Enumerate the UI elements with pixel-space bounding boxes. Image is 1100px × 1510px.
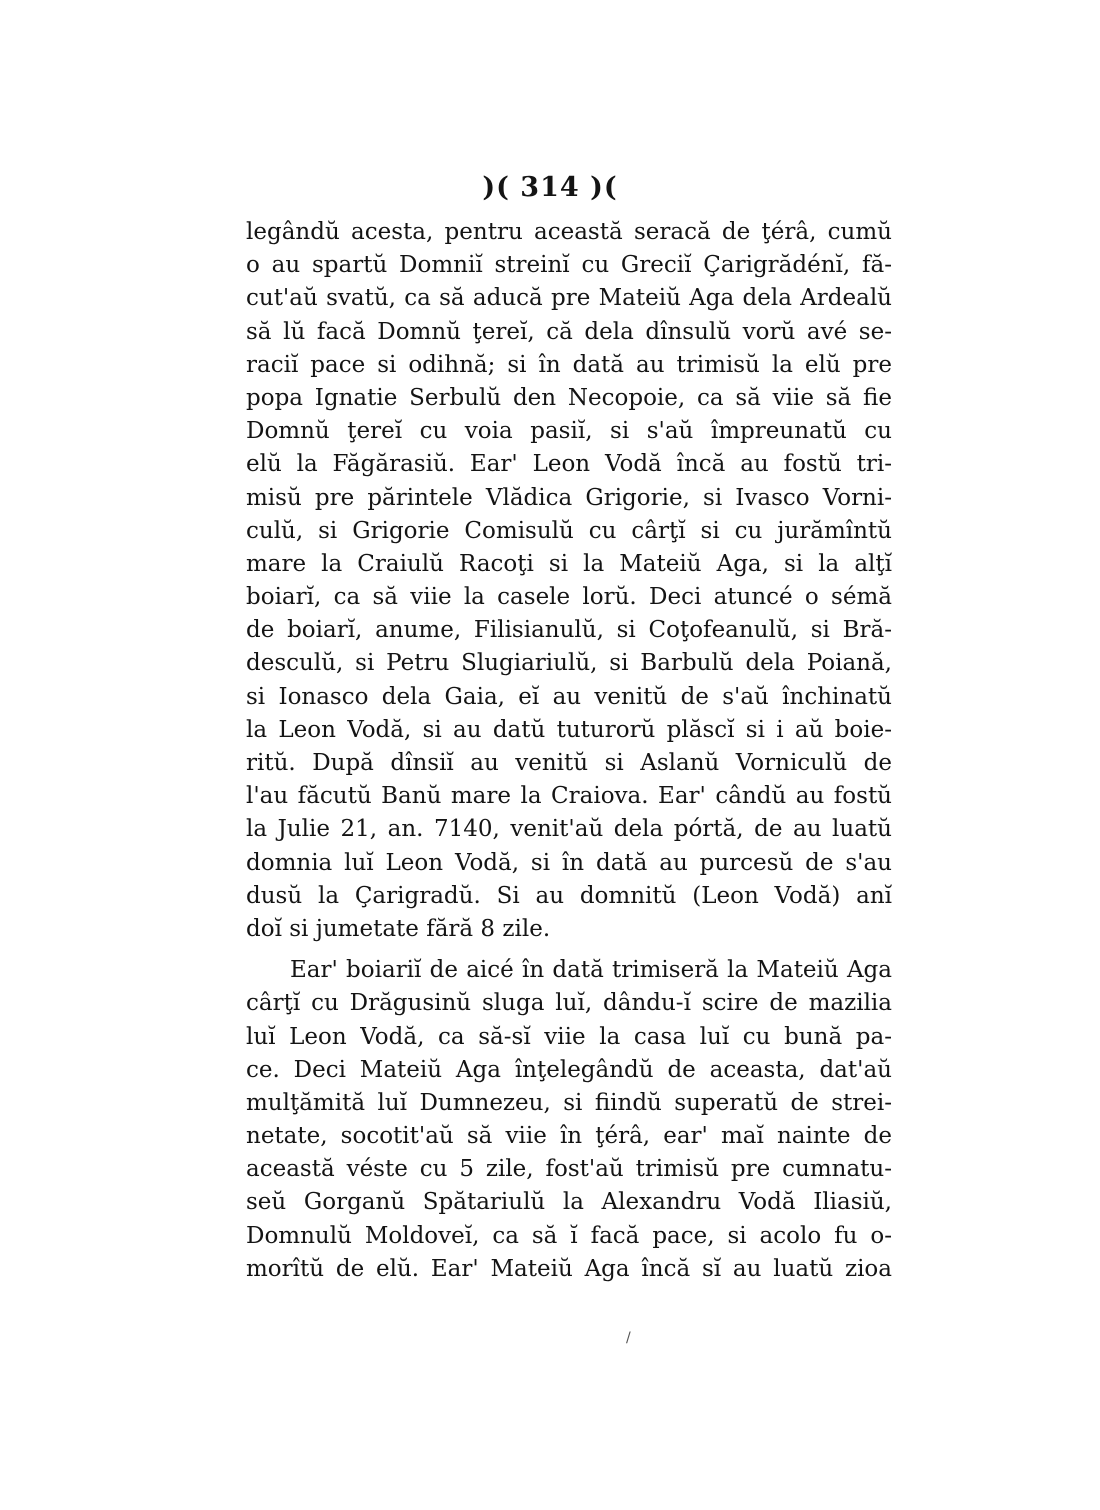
text-line: morîtŭ de elŭ. Ear' Mateiŭ Aga încă sĭ au luatŭ zioa (246, 1255, 892, 1282)
text-line: mulţămită luĭ Dumnezeu, si fiindŭ superatŭ de strei- (246, 1089, 892, 1116)
text-line: popa Ignatie Serbulŭ den Necopoie, ca să viie să fie (246, 384, 892, 411)
text-line: netate, socotit'aŭ să viie în ţérâ, ear' maĭ nainte de (246, 1123, 892, 1150)
text-line: ritŭ. După dînsiĭ au venitŭ si Aslanŭ Vorniculŭ de (246, 750, 892, 776)
text-line: la Julie 21, an. 7140, venit'aŭ dela pórtă, de au luatŭ (246, 816, 892, 843)
text-line: luĭ Leon Vodă, ca să-sĭ viie la casa luĭ cu bună pa- (246, 1023, 892, 1050)
text-line: raciĭ pace si odihnă; si în dată au trimisŭ la elŭ pre (246, 351, 892, 378)
text-line: Domnulŭ Moldoveĭ, ca să ĭ facă pace, si acolo fu o- (246, 1222, 892, 1249)
paragraph-1 (246, 216, 892, 946)
text-line: cârţĭ cu Drăgusinŭ sluga luĭ, dându-ĭ scire de mazilia (246, 990, 892, 1017)
text-line: domnia luĭ Leon Vodă, si în dată au purcesŭ de s'au (246, 849, 892, 876)
text-line: boiarĭ, ca să viie la casele lorŭ. Deci atuncé o sémă (246, 584, 892, 611)
page-number: )( 314 )( (482, 172, 618, 203)
text-line: culŭ, si Grigorie Comisulŭ cu cârţĭ si cu jurămîntŭ (246, 517, 892, 544)
text-line: la Leon Vodă, si au datŭ tuturorŭ plăscĭ si i aŭ boie- (246, 716, 892, 743)
text-line: desculŭ, si Petru Slugiariulŭ, si Barbulŭ dela Poiană, (246, 650, 892, 677)
text-line: elŭ la Făgărasiŭ. Ear' Leon Vodă încă au fostŭ tri- (246, 451, 892, 478)
text-line: Domnŭ ţereĭ cu voia pasiĭ, si s'aŭ împreunatŭ cu (246, 418, 892, 445)
paragraph-gap (246, 946, 892, 954)
text-line: doĭ si jumetate fără 8 zile. (246, 915, 551, 942)
text-line: misŭ pre părintele Vlădica Grigorie, si Ivasco Vorni- (246, 484, 892, 511)
text-line: de boiarĭ, anume, Filisianulŭ, si Coţofeanulŭ, si Bră- (246, 617, 892, 644)
text-line: această véste cu 5 zile, fost'aŭ trimisŭ pre cumnatu- (246, 1156, 892, 1183)
text-line: seŭ Gorganŭ Spătariulŭ la Alexandru Vodă Iliasiŭ, (246, 1189, 892, 1216)
text-line: legândŭ acesta, pentru această seracă de ţérâ, cumŭ (246, 219, 892, 245)
text-line: cut'aŭ svatŭ, ca să aducă pre Mateiŭ Aga dela Ardealŭ (246, 285, 892, 312)
text-body (246, 216, 892, 1286)
text-line: si Ionasco dela Gaia, eĭ au venitŭ de s'aŭ închinatŭ (246, 683, 892, 710)
text-line: Ear' boiariĭ de aicé în dată trimiseră la Mateiŭ Aga (290, 957, 892, 984)
text-line: să lŭ facă Domnŭ ţereĭ, că dela dînsulŭ vorŭ avé se- (246, 318, 892, 345)
text-line: dusŭ la Çarigradŭ. Si au domnitŭ (Leon Vodă) anĭ (246, 882, 892, 909)
text-line: mare la Craiulŭ Racoţi si la Mateiŭ Aga, si la alţĭ (246, 550, 892, 577)
text-line: o au spartŭ Domniĭ streinĭ cu Greciĭ Çarigrădénĭ, fă- (246, 252, 892, 279)
text-line: l'au făcutŭ Banŭ mare la Craiova. Ear' cândŭ au fostŭ (246, 783, 892, 810)
text-line: ce. Deci Mateiŭ Aga înţelegândŭ de aceasta, dat'aŭ (246, 1056, 892, 1083)
paragraph-2 (246, 954, 892, 1286)
stray-print-mark: / (626, 1330, 631, 1346)
